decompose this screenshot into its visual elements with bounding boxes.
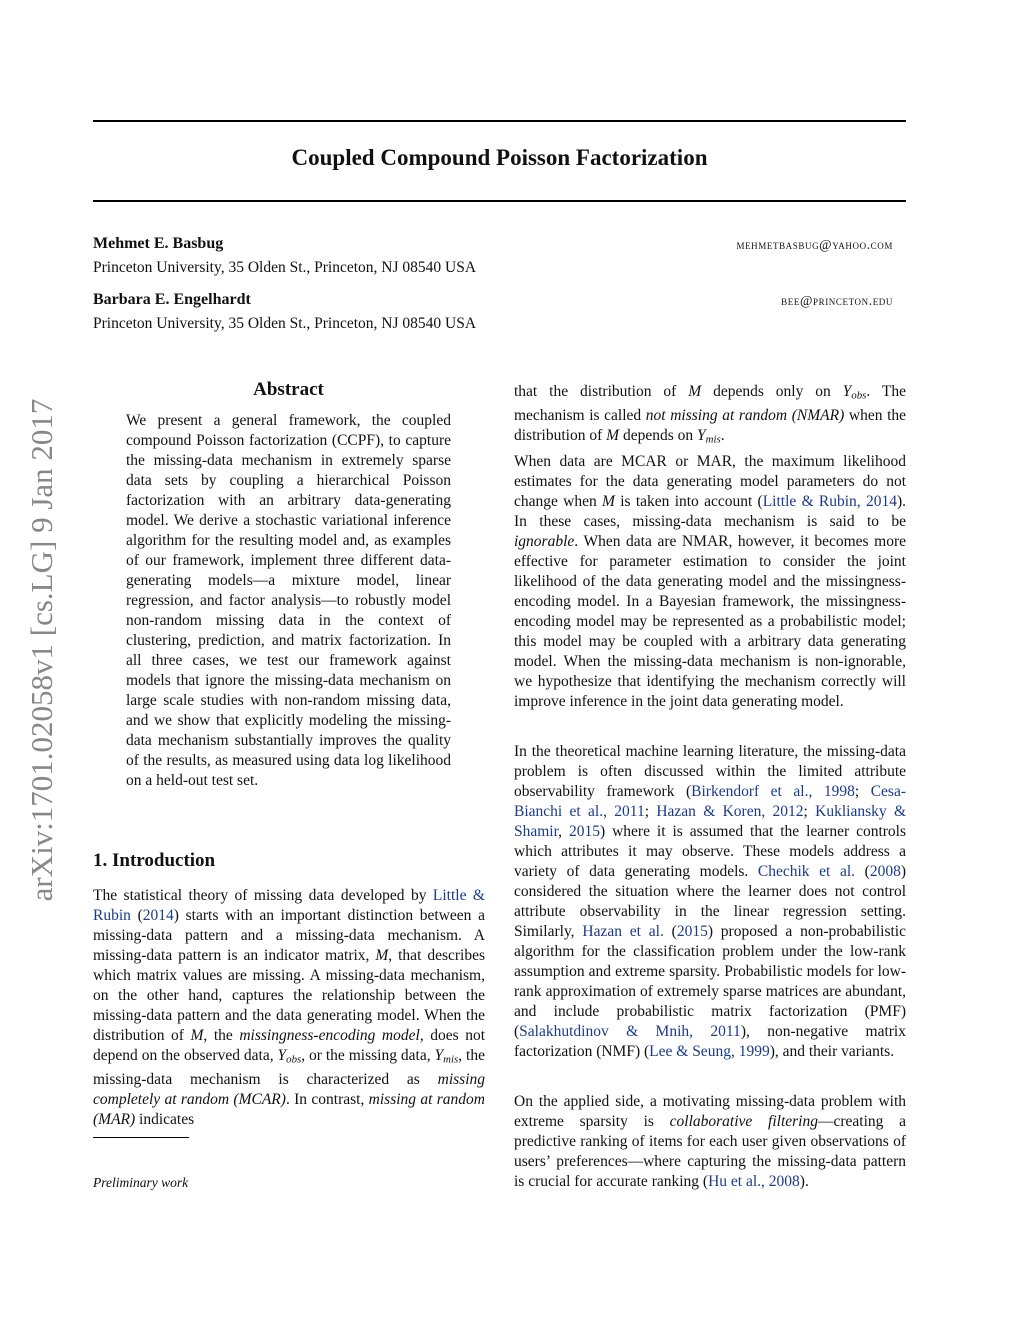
citation-link[interactable]: Birkendorf et al., 1998 xyxy=(691,783,855,800)
citation-link[interactable]: 2014 xyxy=(142,907,174,924)
citation-link[interactable]: Hazan & Koren, 2012 xyxy=(656,803,804,820)
abstract-text: We present a general framework, the coupled compound Poisson factorization (CCPF), to capture the missing-data mechanism in extremely sparse data sets by coupling a hierarchical Poisson factorization with an arbitrary data-generating model. We derive a stochastic variational inference algorithm for the resulting model and, as examples of our framework, implement three different data-generating models—a mixture model, linear regression, and factor analysis—to robustly model non-random missing data in the context of clustering, prediction, and matrix factorization. In all three cases, we test our framework against models that ignore the missing-data mechanism on large scale studies with non-random missing data, and we show that explicitly modeling the missing-data mechanism substantially improves the quality of the results, as measured using data log likelihood on a held-out test set. xyxy=(126,412,451,789)
arxiv-identifier: arXiv:1701.02058v1 [cs.LG] 9 Jan 2017 xyxy=(24,398,59,902)
citation-link[interactable]: Little & Rubin, 2014 xyxy=(762,493,897,510)
title-top-rule xyxy=(93,120,906,122)
intro-paragraph: On the applied side, a motivating missing-data problem with extreme sparsity is collaborative filtering—creating a predictive ranking of items for each user given observations of users’ preferences—where capturing the missing-data pattern is crucial for accurate ranking (Hu et al., 2008). xyxy=(514,1093,907,1190)
citation-link[interactable]: Salakhutdinov & Mnih, 2011 xyxy=(519,1023,741,1040)
section-heading-introduction: 1. Introduction xyxy=(93,850,216,871)
author-affiliation: Princeton University, 35 Olden St., Princeton, NJ 08540 USA xyxy=(93,259,477,276)
author-email[interactable]: bee@princeton.edu xyxy=(781,293,893,308)
citation-link[interactable]: Hazan et al. xyxy=(582,923,664,940)
citation-link[interactable]: 2015 xyxy=(568,823,600,840)
abstract-heading: Abstract xyxy=(253,379,324,400)
citation-link[interactable]: Hu et al., 2008 xyxy=(708,1173,800,1190)
citation-link[interactable]: Lee & Seung, 1999 xyxy=(649,1043,770,1060)
intro-paragraph: The statistical theory of missing data developed by Little & Rubin (2014) starts with an important distinction between a missing-data pattern and a missing-data mechanism. A missing-data pattern is an indicator matrix, M, that describes which matrix values are missing. A missing-data mechanism, on the other hand, captures the relationship between the missing-data pattern and the data generating model. When the distribution of M, the missingness-encoding model, does not depend on the observed data, $Y_{obs}$, or the missing data, $Y_{mis}$, the missing-data mechanism is characterized as missing completely at random (MCAR). In contrast, missing at random (MAR) indicates xyxy=(93,887,486,1128)
citation-link[interactable]: 2008 xyxy=(869,863,901,880)
citation-link[interactable]: 2015 xyxy=(676,923,708,940)
footnote-rule xyxy=(93,1137,189,1138)
citation-link[interactable]: Kukliansky & Shamir xyxy=(514,803,906,840)
intro-paragraph: When data are MCAR or MAR, the maximum likelihood estimates for the data generating model parameters do not change when M is taken into account (Little & Rubin, 2014). In these cases, missing-data mechanism is said to be ignorable. When data are NMAR, however, it becomes more effective for parameter estimation to consider the joint likelihood of the data generating model and the missingness-encoding model. In a Bayesian framework, the missingness-encoding model may be represented as a probabilistic model; this model may be coupled with a arbitrary data generating model. When the missing-data mechanism is non-ignorable, we hypothesize that identifying the mechanism correctly will improve inference in the joint data generating model. xyxy=(514,453,906,710)
intro-paragraph: that the distribution of M depends only on $Y_{obs}$. The mechanism is called not missing at random (NMAR) when the distribution of M depends on $Y_{mis}$. xyxy=(514,383,906,446)
citation-link[interactable]: Little & Rubin xyxy=(93,887,485,924)
intro-paragraph: In the theoretical machine learning literature, the missing-data problem is often discussed within the limited attribute observability framework (Birkendorf et al., 1998; Cesa-Bianchi et al., 2011; Hazan & Koren, 2012; Kukliansky & Shamir, 2015) where it is assumed that the learner controls which attributes it may observe. These models address a variety of data generating models. Chechik et al. (2008) considered the situation where the learner does not control attribute observability in the linear regression setting. Similarly, Hazan et al. (2015) proposed a non-probabilistic algorithm for the classification problem under the low-rank assumption and extreme sparsity. Probabilistic models for low-rank approximation of extremely sparse matrices are abundant, and include probabilistic matrix factorization (PMF) (Salakhutdinov & Mnih, 2011), non-negative matrix factorization (NMF) (Lee & Seung, 1999), and their variants. xyxy=(514,743,907,1060)
author-affiliation: Princeton University, 35 Olden St., Princeton, NJ 08540 USA xyxy=(93,315,477,332)
title-bottom-rule xyxy=(93,200,906,202)
citation-link[interactable]: Chechik et al. xyxy=(757,863,856,880)
citation-link[interactable]: Cesa-Bianchi et al., 2011 xyxy=(514,783,906,820)
author-name: Mehmet E. Basbug xyxy=(93,235,224,252)
author-name: Barbara E. Engelhardt xyxy=(93,291,251,308)
footnote: Preliminary work xyxy=(93,1175,189,1190)
paper-title: Coupled Compound Poisson Factorization xyxy=(291,145,708,170)
author-email[interactable]: mehmetbasbug@yahoo.com xyxy=(736,237,893,252)
